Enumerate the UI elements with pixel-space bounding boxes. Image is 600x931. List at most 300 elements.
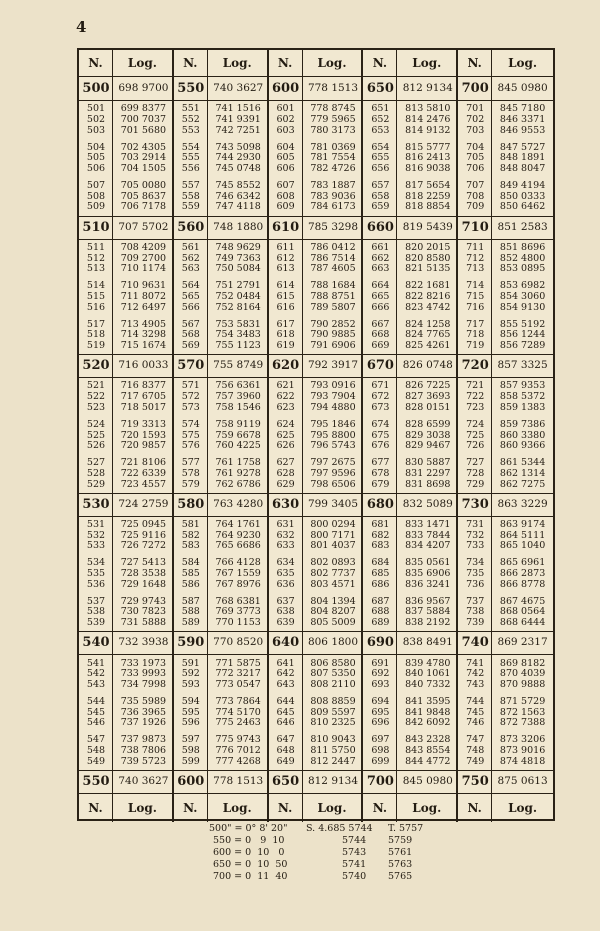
- table-number: 643: [276, 678, 295, 690]
- table-number: 518: [86, 329, 106, 341]
- table-number: 525: [86, 429, 106, 441]
- table-number: 576: [181, 440, 200, 452]
- table-log: 860 9366: [499, 440, 546, 452]
- table-number: 627: [276, 457, 295, 469]
- table-number: 631: [276, 519, 295, 530]
- table-log: 725 9116: [120, 529, 167, 541]
- table-number: 687: [371, 595, 390, 607]
- table-log: 868 6444: [499, 617, 546, 629]
- table-number: 724: [466, 418, 485, 430]
- table-log: 865 6961: [499, 557, 546, 569]
- table-number-major: 610: [272, 219, 300, 235]
- table-log: 771 5875: [215, 657, 261, 669]
- note-angle: 600 = 0 10 0: [213, 846, 285, 858]
- table-footer: [79, 793, 553, 822]
- table-log: 759 6678: [215, 429, 261, 441]
- table-number: 617: [276, 318, 295, 330]
- table-number: 553: [181, 124, 200, 136]
- table-number: 552: [181, 114, 200, 126]
- table-number: 527: [86, 457, 106, 469]
- table-number: 663: [371, 263, 390, 275]
- table-number: 521: [86, 380, 106, 392]
- table-number: 683: [371, 540, 390, 552]
- table-log: 863 9174: [499, 519, 546, 530]
- table-number: 523: [86, 401, 106, 413]
- n-column: [458, 77, 492, 793]
- table-log: 778 8745: [310, 103, 356, 115]
- table-log: 841 9848: [405, 706, 451, 718]
- table-log: 783 9036: [310, 190, 356, 202]
- table-number-major: 700: [366, 773, 394, 789]
- header-n-4: N.: [458, 794, 492, 822]
- table-number-major: 700: [461, 81, 489, 97]
- table-log: 760 4225: [215, 440, 261, 452]
- table-log: 829 9467: [405, 440, 451, 452]
- note-angle: 500" = 0° 8' 20": [209, 822, 288, 834]
- table-number: 664: [371, 280, 390, 292]
- table-log: 822 8216: [405, 290, 451, 302]
- table-number: 704: [466, 141, 485, 153]
- table-log-major: 869 2317: [497, 636, 548, 649]
- table-number: 519: [86, 340, 106, 351]
- table-log: 780 3173: [310, 124, 356, 136]
- table-number-major: 720: [461, 358, 489, 374]
- table-log: 853 0895: [499, 263, 546, 275]
- log-column: [303, 77, 364, 793]
- table-number: 731: [466, 519, 485, 530]
- table-number: 696: [371, 717, 390, 729]
- table-number: 558: [181, 190, 200, 202]
- table-number: 536: [86, 578, 106, 590]
- table-log-major: 740 3627: [118, 774, 169, 787]
- table-number-major: 570: [177, 358, 205, 374]
- table-log: 827 3693: [405, 391, 451, 403]
- table-log: 807 5350: [310, 668, 356, 680]
- table-number: 716: [466, 301, 485, 313]
- logarithm-table: [77, 48, 555, 821]
- table-number: 542: [86, 668, 106, 680]
- table-number: 637: [276, 595, 295, 607]
- table-log: 856 7289: [499, 340, 546, 351]
- table-number: 729: [466, 478, 485, 490]
- n-column: [363, 77, 397, 793]
- table-log: 831 2297: [405, 467, 451, 479]
- table-number: 539: [86, 617, 106, 629]
- table-header: [79, 50, 553, 77]
- table-log: 744 2930: [215, 152, 261, 164]
- table-number: 535: [86, 568, 106, 579]
- table-number: 588: [181, 606, 200, 618]
- table-log-major: 755 8749: [213, 359, 264, 372]
- table-log: 865 1040: [499, 540, 546, 552]
- table-log: 729 1648: [120, 578, 167, 590]
- table-log: 717 6705: [120, 391, 167, 403]
- table-number: 644: [276, 695, 295, 707]
- table-log: 789 5807: [310, 301, 356, 313]
- table-number: 589: [181, 617, 200, 629]
- table-log: 856 1244: [499, 329, 546, 341]
- table-log: 859 1383: [499, 401, 546, 413]
- table-number: 612: [276, 252, 295, 264]
- table-log: 831 8698: [405, 478, 451, 490]
- table-number: 577: [181, 457, 200, 469]
- table-log: 806 8580: [310, 657, 356, 669]
- table-number: 564: [181, 280, 200, 292]
- table-number: 642: [276, 668, 295, 680]
- table-number: 741: [466, 657, 485, 669]
- table-log: 824 7765: [405, 329, 451, 341]
- table-number: 679: [371, 478, 390, 490]
- table-log: 716 8377: [120, 380, 167, 392]
- table-log-major: 863 3229: [497, 497, 548, 510]
- table-log: 715 1674: [120, 340, 167, 351]
- table-log: 802 0893: [310, 557, 356, 569]
- table-log: 714 3298: [120, 329, 167, 341]
- table-log: 846 3371: [499, 114, 546, 126]
- table-log: 828 0151: [405, 401, 451, 413]
- table-log: 793 0916: [310, 380, 356, 392]
- table-log: 766 4128: [215, 557, 261, 569]
- table-body: [79, 77, 553, 793]
- note-sine: 5741: [342, 858, 367, 870]
- table-number: 583: [181, 540, 200, 552]
- table-log: 820 2015: [405, 241, 451, 253]
- table-number: 706: [466, 163, 485, 175]
- note-tangent: 5761: [388, 846, 413, 858]
- table-number: 686: [371, 578, 390, 590]
- table-number: 665: [371, 290, 390, 302]
- table-log: 777 4268: [215, 755, 261, 767]
- table-log: 816 2413: [405, 152, 451, 164]
- table-number: 509: [86, 201, 106, 213]
- table-number: 722: [466, 391, 485, 403]
- note-sine: 5744: [342, 834, 367, 846]
- table-number-major: 710: [461, 219, 489, 235]
- table-log: 794 4880: [310, 401, 356, 413]
- table-log: 782 4726: [310, 163, 356, 175]
- header-n-2: N.: [269, 50, 303, 76]
- table-log: 821 5135: [405, 263, 451, 275]
- table-log: 850 6462: [499, 201, 546, 213]
- table-log: 866 2873: [499, 568, 546, 579]
- table-log: 737 1926: [120, 717, 167, 729]
- table-number: 547: [86, 734, 106, 746]
- table-number: 711: [466, 241, 485, 253]
- table-number: 669: [371, 340, 390, 351]
- table-number: 654: [371, 141, 390, 153]
- table-number: 606: [276, 163, 295, 175]
- table-log: 735 5989: [120, 695, 167, 707]
- table-log: 757 3960: [215, 391, 261, 403]
- table-number: 702: [466, 114, 485, 126]
- table-number: 727: [466, 457, 485, 469]
- table-log: 753 5831: [215, 318, 261, 330]
- table-number: 684: [371, 557, 390, 569]
- table-number: 605: [276, 152, 295, 164]
- table-log: 741 9391: [215, 114, 261, 126]
- table-number: 516: [86, 301, 106, 313]
- header-n-3: N.: [363, 794, 397, 822]
- table-log: 849 4194: [499, 180, 546, 192]
- table-number: 688: [371, 606, 390, 618]
- table-log: 801 4037: [310, 540, 356, 552]
- table-log: 837 5884: [405, 606, 451, 618]
- table-number: 514: [86, 280, 106, 292]
- table-number: 603: [276, 124, 295, 136]
- table-log: 725 0945: [120, 519, 167, 530]
- table-number: 717: [466, 318, 485, 330]
- table-number: 575: [181, 429, 200, 441]
- note-angle: 550 = 0 9 10: [213, 834, 285, 846]
- table-number: 506: [86, 163, 106, 175]
- table-log: 868 0564: [499, 606, 546, 618]
- table-log: 845 7180: [499, 103, 546, 115]
- table-number: 537: [86, 595, 106, 607]
- header-n-0: N.: [79, 50, 113, 76]
- table-number: 692: [371, 668, 390, 680]
- table-number: 636: [276, 578, 295, 590]
- table-number: 579: [181, 478, 200, 490]
- table-number-major: 540: [82, 635, 110, 651]
- table-log: 786 0412: [310, 241, 356, 253]
- table-log-major: 826 0748: [402, 359, 453, 372]
- table-number: 712: [466, 252, 485, 264]
- table-log: 814 2476: [405, 114, 451, 126]
- log-column: [113, 77, 174, 793]
- table-number: 541: [86, 657, 106, 669]
- table-number: 529: [86, 478, 106, 490]
- table-log: 869 8182: [499, 657, 546, 669]
- table-number: 714: [466, 280, 485, 292]
- table-log: 730 7823: [120, 606, 167, 618]
- table-log: 747 4118: [215, 201, 261, 213]
- table-log: 755 1123: [215, 340, 261, 351]
- table-number: 548: [86, 744, 106, 756]
- table-log: 802 7737: [310, 568, 356, 579]
- table-number: 624: [276, 418, 295, 430]
- table-log-major: 832 5089: [402, 497, 453, 510]
- table-number-major: 730: [461, 496, 489, 512]
- table-log-major: 698 9700: [118, 82, 169, 95]
- table-log-major: 763 4280: [213, 497, 264, 510]
- table-number: 593: [181, 678, 200, 690]
- table-log: 784 6173: [310, 201, 356, 213]
- table-number: 574: [181, 418, 200, 430]
- table-log: 739 5723: [120, 755, 167, 767]
- table-number: 745: [466, 706, 485, 718]
- note-angle: 650 = 0 10 50: [213, 858, 288, 870]
- note-angle: 700 = 0 11 40: [213, 870, 288, 882]
- table-log: 700 7037: [120, 114, 167, 126]
- table-number: 657: [371, 180, 390, 192]
- table-log: 720 9857: [120, 440, 167, 452]
- table-log: 805 5009: [310, 617, 356, 629]
- table-log: 833 7844: [405, 529, 451, 541]
- table-number: 723: [466, 401, 485, 413]
- table-log-major: 799 3405: [307, 497, 359, 510]
- table-log: 702 4305: [120, 141, 167, 153]
- table-log: 836 9567: [405, 595, 451, 607]
- table-log: 752 0484: [215, 290, 261, 302]
- table-number: 546: [86, 717, 106, 729]
- table-number: 739: [466, 617, 485, 629]
- table-number: 501: [86, 103, 106, 115]
- table-number-major: 560: [177, 219, 205, 235]
- table-number-major: 590: [177, 635, 205, 651]
- table-number: 582: [181, 529, 200, 541]
- table-log: 828 6599: [405, 418, 451, 430]
- table-log: 769 3773: [215, 606, 261, 618]
- note-tangent: T. 5757: [388, 822, 424, 834]
- table-number: 555: [181, 152, 200, 164]
- table-log: 816 9038: [405, 163, 451, 175]
- table-log: 826 7225: [405, 380, 451, 392]
- table-log: 867 4675: [499, 595, 546, 607]
- table-log: 871 5729: [499, 695, 546, 707]
- table-log: 808 2110: [310, 678, 356, 690]
- table-number: 538: [86, 606, 106, 618]
- table-number: 749: [466, 755, 485, 767]
- table-number: 572: [181, 391, 200, 403]
- table-number: 681: [371, 519, 390, 530]
- table-log: 726 7272: [120, 540, 167, 552]
- table-number: 511: [86, 241, 106, 253]
- note-tangent: 5765: [388, 870, 413, 882]
- header-n-1: N.: [174, 50, 208, 76]
- table-log: 761 1758: [215, 457, 261, 469]
- table-number: 721: [466, 380, 485, 392]
- table-log: 741 1516: [215, 103, 261, 115]
- table-number: 568: [181, 329, 200, 341]
- table-number: 623: [276, 401, 295, 413]
- table-number: 634: [276, 557, 295, 569]
- table-log: 812 2447: [310, 755, 356, 767]
- table-log: 787 4605: [310, 263, 356, 275]
- table-number: 674: [371, 418, 390, 430]
- table-number: 526: [86, 440, 106, 452]
- table-log: 829 3038: [405, 429, 451, 441]
- table-number: 691: [371, 657, 390, 669]
- table-number: 595: [181, 706, 200, 718]
- table-log: 750 5084: [215, 263, 261, 275]
- table-number: 532: [86, 529, 106, 541]
- table-number: 713: [466, 263, 485, 275]
- table-log: 701 5680: [120, 124, 167, 136]
- log-column: [492, 77, 553, 793]
- table-number-major: 740: [461, 635, 489, 651]
- table-log: 751 2791: [215, 280, 261, 292]
- table-number: 585: [181, 568, 200, 579]
- table-log: 788 8751: [310, 290, 356, 302]
- table-number: 638: [276, 606, 295, 618]
- table-number: 543: [86, 678, 106, 690]
- table-log: 797 9596: [310, 467, 356, 479]
- n-column: [269, 77, 303, 793]
- table-log: 767 1559: [215, 568, 261, 579]
- header-n-3: N.: [363, 50, 397, 76]
- table-number: 659: [371, 201, 390, 213]
- table-log: 859 7386: [499, 418, 546, 430]
- table-log: 793 7904: [310, 391, 356, 403]
- table-number: 602: [276, 114, 295, 126]
- table-number: 591: [181, 657, 200, 669]
- table-number: 608: [276, 190, 295, 202]
- table-log: 733 1973: [120, 657, 167, 669]
- table-log: 814 9132: [405, 124, 451, 136]
- table-log: 835 0561: [405, 557, 451, 569]
- table-number: 672: [371, 391, 390, 403]
- table-number: 566: [181, 301, 200, 313]
- table-number: 736: [466, 578, 485, 590]
- table-log: 810 2325: [310, 717, 356, 729]
- table-log-major: 716 0033: [118, 359, 169, 372]
- table-number: 646: [276, 717, 295, 729]
- table-log: 818 2259: [405, 190, 451, 202]
- table-number-major: 680: [366, 496, 394, 512]
- table-number-major: 510: [82, 219, 110, 235]
- table-log: 872 1563: [499, 706, 546, 718]
- table-log: 728 3538: [120, 568, 167, 579]
- table-log: 823 4742: [405, 301, 451, 313]
- table-number: 671: [371, 380, 390, 392]
- table-number-major: 500: [82, 81, 110, 97]
- table-number: 677: [371, 457, 390, 469]
- table-number: 531: [86, 519, 106, 530]
- table-log: 796 5743: [310, 440, 356, 452]
- table-number: 668: [371, 329, 390, 341]
- table-log: 798 6506: [310, 478, 356, 490]
- header-n-1: N.: [174, 794, 208, 822]
- table-number: 571: [181, 380, 200, 392]
- table-number: 666: [371, 301, 390, 313]
- table-log: 734 7998: [120, 678, 167, 690]
- table-log: 830 5887: [405, 457, 451, 469]
- note-sine: 5743: [342, 846, 367, 858]
- table-log: 848 8047: [499, 163, 546, 175]
- table-log: 711 8072: [120, 290, 167, 302]
- table-log-major: 838 8491: [402, 636, 453, 649]
- table-log: 743 5098: [215, 141, 261, 153]
- table-log: 874 4818: [499, 755, 546, 767]
- table-log: 762 6786: [215, 478, 261, 490]
- table-log: 800 7171: [310, 529, 356, 541]
- table-log: 862 7275: [499, 478, 546, 490]
- table-number: 718: [466, 329, 485, 341]
- table-number: 726: [466, 440, 485, 452]
- table-number: 678: [371, 467, 390, 479]
- table-log: 800 0294: [310, 519, 356, 530]
- table-log: 851 8696: [499, 241, 546, 253]
- table-log: 727 5413: [120, 557, 167, 569]
- table-number: 562: [181, 252, 200, 264]
- table-log: 779 5965: [310, 114, 356, 126]
- table-log: 817 5654: [405, 180, 451, 192]
- table-log: 729 9743: [120, 595, 167, 607]
- note-sine: 5740: [342, 870, 367, 882]
- table-log: 745 0748: [215, 163, 261, 175]
- table-log-major: 857 3325: [497, 359, 548, 372]
- table-number: 551: [181, 103, 200, 115]
- table-number-major: 630: [272, 496, 300, 512]
- table-number: 685: [371, 568, 390, 579]
- table-log: 770 1153: [215, 617, 261, 629]
- table-number: 695: [371, 706, 390, 718]
- table-number: 733: [466, 540, 485, 552]
- table-log: 839 4780: [405, 657, 451, 669]
- table-number: 563: [181, 263, 200, 275]
- table-number: 632: [276, 529, 295, 541]
- table-number: 556: [181, 163, 200, 175]
